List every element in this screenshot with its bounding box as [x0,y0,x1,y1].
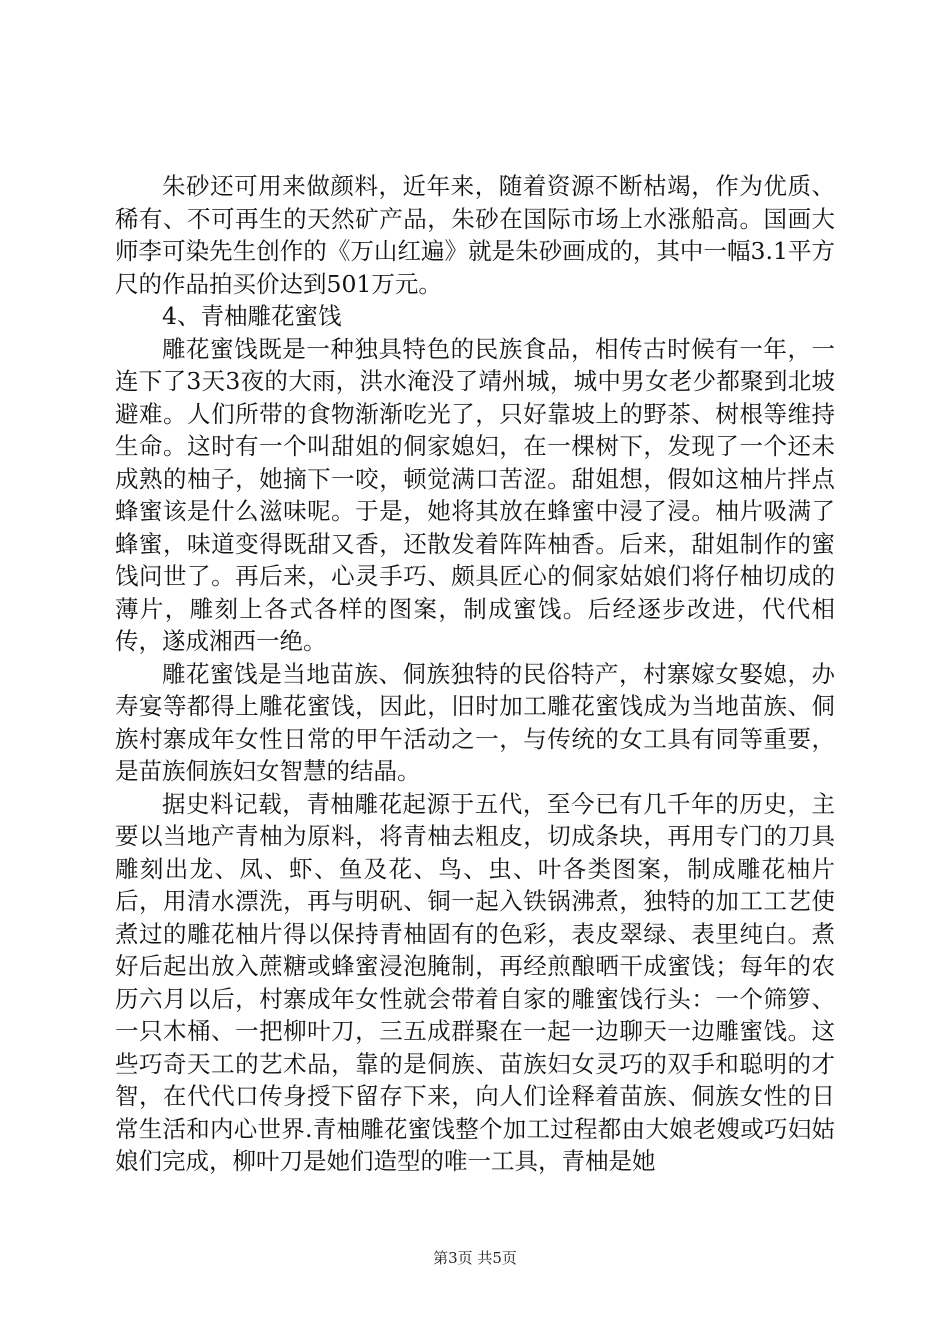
document-body [115,170,835,1178]
page-footer: 第3页 共5页 [433,1249,517,1267]
section-heading-pomelo-candy: 4、青柚雕花蜜饯 [162,302,342,330]
paragraph-customs: 雕花蜜饯是当地苗族、侗族独特的民俗特产，村寨嫁女娶媳，办寿宴等都得上雕花蜜饯，因此，旧时加工雕花蜜饯成为当地苗族、侗族村寨成年女性日常的甲午活动之一，与传统的女工具有同等重要，是苗族侗族妇女智慧的结晶。 [115,659,835,785]
paragraph-history: 据史料记载，青柚雕花起源于五代，至今已有几千年的历史，主要以当地产青柚为原料，将青柚去粗皮，切成条块，再用专门的刀具雕刻出龙、凤、虾、鱼及花、鸟、虫、叶各类图案，制成雕花柚片后，用清水漂洗，再与明矾、铜一起入铁锅沸煮，独特的加工工艺使煮过的雕花柚片得以保持青柚固有的色彩，表皮翠绿、表里纯白。煮好后起出放入蔗糖或蜂蜜浸泡腌制，再经煎酿晒干成蜜饯；每年的农历六月以后，村寨成年女性就会带着自家的雕蜜饯行头：一个筛箩、一只木桶、一把柳叶刀，三五成群聚在一起一边聊天一边雕蜜饯。这些巧奇天工的艺术品，靠的是侗族、苗族妇女灵巧的双手和聪明的才智，在代代口传身授下留存下来，向人们诠释着苗族、侗族女性的日常生活和内心世界.青柚雕花蜜饯整个加工过程都由大娘老嫂或巧妇姑娘们完成，柳叶刀是她们造型的唯一工具，青柚是她 [115,789,835,1175]
paragraph-legend: 雕花蜜饯既是一种独具特色的民族食品，相传古时候有一年，一连下了3天3夜的大雨，洪水淹没了靖州城，城中男女老少都聚到北坡避难。人们所带的食物渐渐吃光了，只好靠坡上的野茶、树根等维持生命。这时有一个叫甜姐的侗家媳妇，在一棵树下，发现了一个还未成熟的柚子，她摘下一咬，顿觉满口苦涩。甜姐想，假如这柚片拌点蜂蜜该是什么滋味呢。于是，她将其放在蜂蜜中浸了浸。柚片吸满了蜂蜜，味道变得既甜又香，还散发着阵阵柚香。后来，甜姐制作的蜜饯问世了。再后来，心灵手巧、颇具匠心的侗家姑娘们将仔柚切成的薄片，雕刻上各式各样的图案，制成蜜饯。后经逐步改进，代代相传，遂成湘西一绝。 [115,334,835,655]
paragraph-cinnabar: 朱砂还可用来做颜料，近年来，随着资源不断枯竭，作为优质、稀有、不可再生的天然矿产品，朱砂在国际市场上水涨船高。国画大师李可染先生创作的《万山红遍》就是朱砂画成的，其中一幅3.1平方尺的作品拍买价达到501万元。 [115,172,835,298]
